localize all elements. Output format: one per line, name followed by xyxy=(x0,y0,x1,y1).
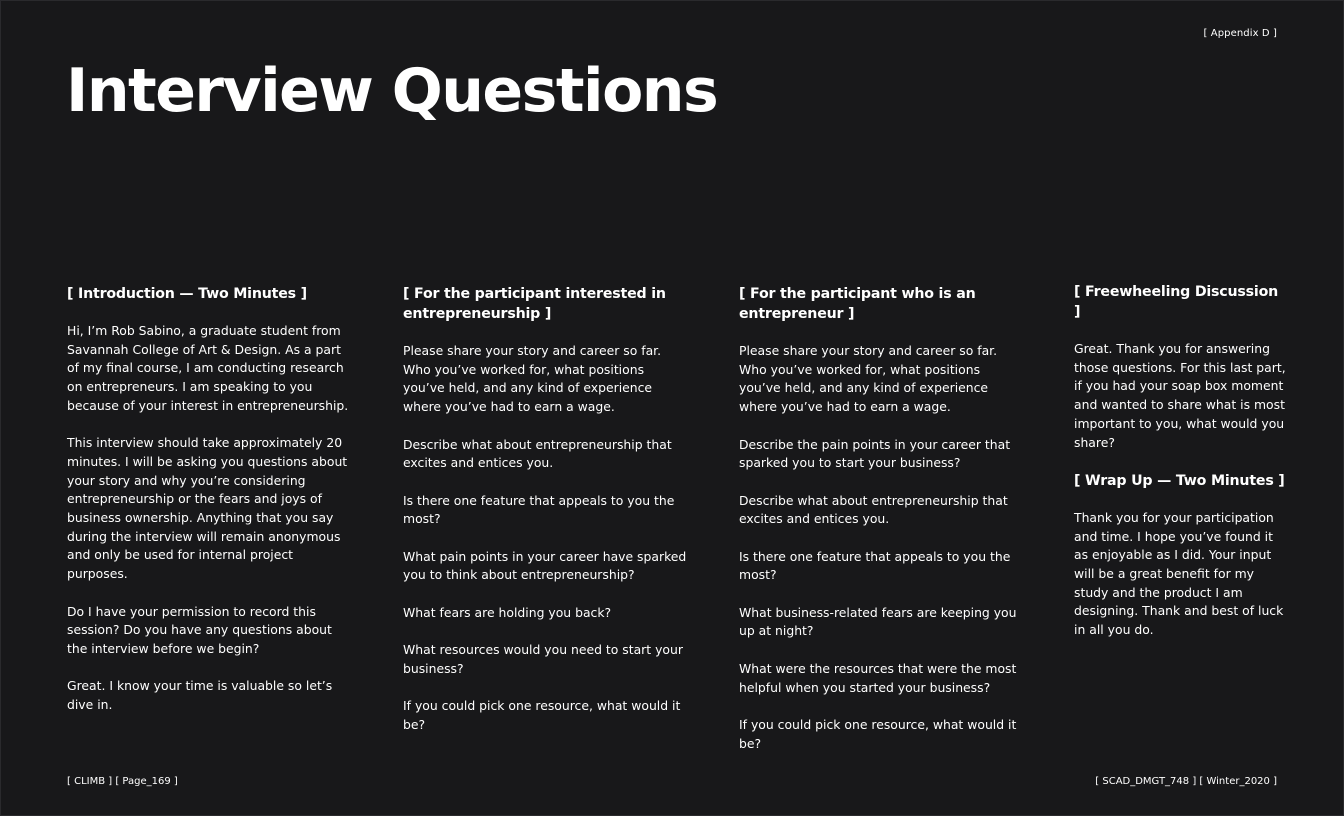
appendix-tag: [ Appendix D ] xyxy=(1203,28,1277,39)
question-item: Describe what about entrepreneurship that excites and entices you. xyxy=(403,436,672,471)
introduction-paragraph: Do I have your permission to record this session? Do you have any questions about the interview before we begin? xyxy=(67,603,332,656)
question-item: What were the resources that were the most helpful when you started your business? xyxy=(739,660,1017,695)
introduction-heading: [ Introduction — Two Minutes ] xyxy=(67,286,307,302)
question-item: What pain points in your career have sparked you to think about entrepreneurship? xyxy=(403,548,687,583)
question-item: Please share your story and career so far. Who you’ve worked for, what positions you’ve held, and any kind of experience where you’ve had to earn a wage. xyxy=(739,343,998,415)
question-item: Describe the pain points in your career that sparked you to start your business? xyxy=(739,436,1011,471)
wrap-up-heading: [ Wrap Up — Two Minutes ] xyxy=(1074,472,1285,489)
entrepreneur-participant-column xyxy=(739,284,1024,753)
interested-participant-column xyxy=(403,284,688,735)
introduction-paragraph: Hi, I’m Rob Sabino, a graduate student from Savannah College of Art & Design. As a part of my final course, I am conducting research on entrepreneurs. I am speaking to you because of your interest in entrepreneurship. xyxy=(67,323,349,413)
question-item: Is there one feature that appeals to you the most? xyxy=(739,548,1011,583)
discussion-paragraph: Great. Thank you for answering those questions. For this last part, if you had your soap box moment and wanted to share what is most important to you, what would you share? xyxy=(1074,341,1286,450)
question-item: If you could pick one resource, what would it be? xyxy=(403,698,681,732)
interested-participant-heading: [ For the participant interested in entrepreneurship ] xyxy=(403,286,666,322)
introduction-paragraph: This interview should take approximately 20 minutes. I will be asking you questions about your story and why you’re considering entrepreneurship or the fears and joys of business ownership. Anything that you say during the interview will remain anonymous and only be used for internal project purposes. xyxy=(67,435,348,582)
footer-course-info: [ SCAD_DMGT_748 ] [ Winter_2020 ] xyxy=(1095,776,1277,787)
question-item: What fears are holding you back? xyxy=(403,604,612,620)
question-item: Please share your story and career so far. Who you’ve worked for, what positions you’ve held, and any kind of experience where you’ve had to earn a wage. xyxy=(403,343,662,415)
question-item: Describe what about entrepreneurship that excites and entices you. xyxy=(739,492,1008,527)
introduction-paragraph: Great. I know your time is valuable so let’s dive in. xyxy=(67,678,333,713)
footer-page-info: [ CLIMB ] [ Page_169 ] xyxy=(67,776,178,787)
page-title: Interview Questions xyxy=(66,56,718,126)
discussion-column xyxy=(1074,282,1286,640)
question-item: Is there one feature that appeals to you the most? xyxy=(403,492,675,527)
question-item: What business-related fears are keeping you up at night? xyxy=(739,604,1017,639)
entrepreneur-participant-heading: [ For the participant who is an entrepreneur ] xyxy=(739,286,976,322)
wrap-up-paragraph: Thank you for your participation and time. I hope you’ve found it as enjoyable as I did. Your input will be a great benefit for my study and the product I am designing. Thank and best of luck in all you do. xyxy=(1074,509,1284,638)
question-item: If you could pick one resource, what would it be? xyxy=(739,716,1017,751)
question-item: What resources would you need to start your business? xyxy=(403,642,683,676)
freewheeling-discussion-heading: [ Freewheeling Discussion ] xyxy=(1074,284,1279,320)
introduction-column xyxy=(67,284,349,715)
